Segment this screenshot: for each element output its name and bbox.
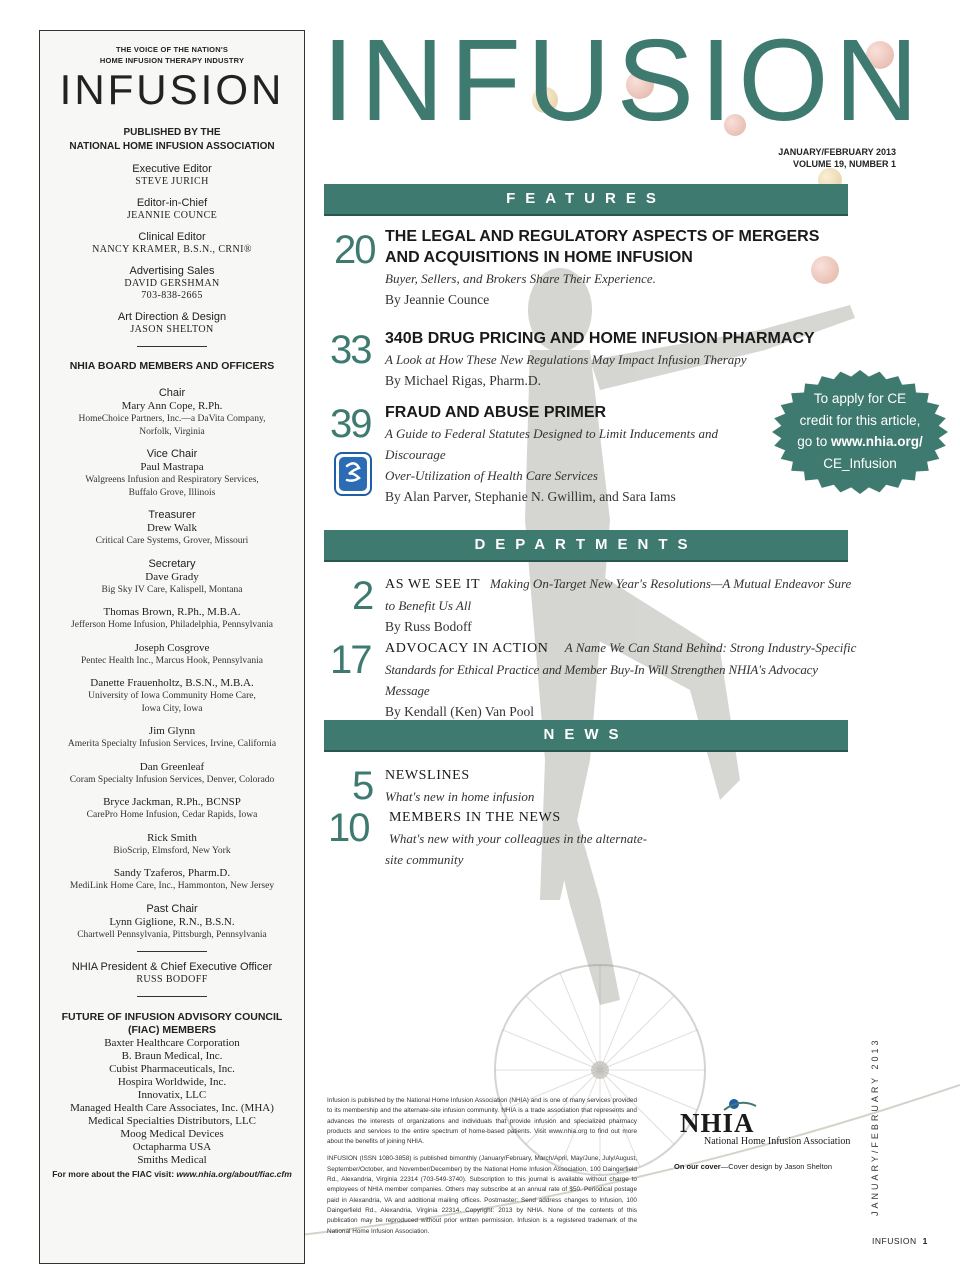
board-member [40,867,304,893]
fiac-member: Baxter Healthcare Corporation [104,1037,240,1049]
board-role: Vice Chair [146,448,198,460]
staff-name: DAVID GERSHMAN [124,278,220,289]
board-affiliation: Buffalo Grove, Illinois [128,487,216,498]
fiac-footer-label: For more about the FIAC visit: [52,1169,177,1179]
divider [137,346,207,347]
fiac-member-list [40,1037,304,1167]
vertical-issue-date: JANUARY/FEBRUARY 2013 [870,1037,880,1216]
fiac-heading-line-1: FUTURE OF INFUSION ADVISORY COUNCIL [61,1011,283,1023]
feature-subtitle: Buyer, Sellers, and Brokers Share Their Experience. [385,271,656,286]
publisher-line-2: NATIONAL HOME INFUSION ASSOCIATION [69,141,275,152]
board-member [40,448,304,499]
board-member [40,642,304,668]
publisher-line-1: PUBLISHED BY THE [123,127,221,138]
board-affiliation: Amerita Specialty Infusion Services, Irvine, California [67,739,277,749]
board-member [40,387,304,438]
board-member [40,832,304,858]
board-name: Dan Greenleaf [139,760,205,773]
staff-entry [40,311,304,336]
staff-name: NANCY KRAMER, B.S.N., CRNI® [92,244,252,255]
fiac-member: B. Braun Medical, Inc. [121,1050,223,1062]
masthead-sidebar [39,30,305,1264]
feature-page-number: 33 [330,328,371,372]
ce-line [788,431,932,453]
staff-name: STEVE JURICH [135,176,209,187]
board-name: Paul Mastrapa [140,461,204,473]
feature-byline: By Alan Parver, Stephanie N. Gwillim, and Sara Iams [385,489,676,504]
news-entry[interactable] [385,807,689,870]
department-page-number: 17 [330,638,371,682]
news-subtitle: What's new in home infusion [385,789,535,804]
board-name: Thomas Brown, R.Ph., M.B.A. [103,606,241,618]
tagline-line-1: THE VOICE OF THE NATION'S [115,45,229,54]
fiac-member: Managed Health Care Associates, Inc. (MHA) [70,1102,274,1114]
board-member [40,903,304,942]
issue-date: JANUARY/FEBRUARY 2013 [778,147,896,157]
board-role: Secretary [148,557,196,570]
board-affiliation: University of Iowa Community Home Care, [88,691,256,701]
board-affiliation: Jefferson Home Infusion, Philadelphia, Pennsylvania [71,620,273,630]
board-name: Mary Ann Cope, R.Ph. [121,400,223,412]
board-affiliation: Chartwell Pennsylvania, Pittsburgh, Pennsylvania [77,929,267,940]
feature-page-number: 20 [334,228,375,272]
folio-title: INFUSION [872,1236,917,1246]
board-affiliation: Critical Care Systems, Grover, Missouri [95,536,249,546]
staff-name: 703-838-2665 [141,290,203,301]
staff-role: Advertising Sales [129,265,215,277]
fiac-footer [40,1168,304,1180]
staff-entry [40,231,304,256]
ce-line: credit for this article, [799,412,921,428]
fiac-member: Cubist Pharmaceuticals, Inc. [109,1063,235,1075]
board-affiliation: Pentec Health Inc., Marcus Hook, Pennsylvania [80,655,264,666]
fiac-heading-line-2: (FIAC) MEMBERS [127,1024,217,1036]
ce-url[interactable]: www.nhia.org/ [831,434,923,449]
board-affiliation: Iowa City, Iowa [141,703,203,714]
feature-title-line: AND ACQUISITIONS IN HOME INFUSION [385,249,693,266]
masthead-tagline [40,44,304,66]
fiac-footer-link[interactable]: www.nhia.org/about/fiac.cfm [176,1169,292,1179]
issue-info [778,146,896,170]
ce-line: To apply for CE [813,391,907,406]
board-member [40,509,304,548]
board-name: Jim Glynn [148,725,196,737]
president-block [40,961,304,986]
feature-entry[interactable] [385,226,855,310]
features-section-bar: FEATURES [324,184,848,216]
department-line [385,637,860,659]
news-entry[interactable] [385,765,685,807]
feature-byline: By Michael Rigas, Pharm.D. [385,373,541,388]
board-affiliation: BioScrip, Elmsford, New York [113,845,231,856]
publication-info [327,1096,637,1244]
fiac-member: Medical Specialties Distributors, LLC [87,1115,257,1127]
president-role: NHIA President & Chief Executive Officer [71,961,273,973]
board-affiliation: Big Sky IV Care, Kalispell, Montana [101,584,243,595]
fiac-member: Moog Medical Devices [120,1128,224,1140]
board-affiliation: CarePro Home Infusion, Cedar Rapids, Iowa [86,810,258,820]
board-name: Danette Frauenholtz, B.S.N., M.B.A. [90,677,254,689]
board-role: Treasurer [148,509,196,521]
staff-role: Clinical Editor [138,231,206,243]
board-name: Joseph Cosgrove [134,641,210,654]
feature-subtitle: Over-Utilization of Health Care Services [385,468,598,483]
department-subtitle: to Benefit Us All [385,598,472,613]
department-byline: By Kendall (Ken) Van Pool [385,704,534,719]
departments-section-bar: DEPARTMENTS [324,530,848,562]
fiac-member: Smiths Medical [137,1154,207,1166]
ce-credit-text[interactable] [788,388,932,474]
board-member [40,677,304,715]
feature-title [385,226,855,268]
news-title: MEMBERS IN THE NEWS [389,810,561,825]
department-title: AS WE SEE IT [385,577,481,592]
feature-title: 340B DRUG PRICING AND HOME INFUSION PHARMACY [385,330,815,347]
news-section-bar: NEWS [324,720,848,752]
board-member [40,725,304,751]
news-page-number: 5 [352,764,373,808]
fiac-member: Hospira Worldwide, Inc. [117,1076,227,1088]
ce-url-prefix: go to [797,434,831,449]
board-affiliation: Norfolk, Virginia [139,426,205,437]
board-member [40,796,304,822]
staff-list [40,163,304,336]
feature-page-number: 39 [330,402,371,446]
board-role: Past Chair [146,902,198,915]
department-page-number: 2 [352,574,373,618]
president-name: RUSS BODOFF [136,974,208,985]
masthead-logo: INFUSION [59,66,285,113]
feature-byline: By Jeannie Counce [385,292,490,307]
ce-line: CE_Infusion [823,455,897,471]
nhia-full-name: National Home Infusion Association [704,1136,851,1147]
board-affiliation: Coram Specialty Infusion Services, Denver, Colorado [69,774,275,785]
folio [872,1236,928,1246]
board-role: Chair [158,387,186,399]
staff-role: Executive Editor [132,163,212,175]
feature-subtitle: A Guide to Federal Statutes Designed to Limit Inducements and Discourage [385,426,719,462]
department-byline: By Russ Bodoff [385,619,472,634]
department-line [385,573,855,595]
nhia-wordmark: NHIA [680,1108,755,1138]
feature-title: FRAUD AND ABUSE PRIMER [385,404,607,421]
board-list [40,387,304,941]
board-affiliation: Walgreens Infusion and Respiratory Services, [85,475,259,485]
department-subtitle: A Name We Can Stand Behind: Strong Industry-Specific [564,640,857,655]
news-page-number: 10 [328,806,369,850]
staff-name: JASON SHELTON [130,324,214,335]
board-member [40,558,304,597]
news-subtitle: What's new with your colleagues in the alternate- [389,831,648,846]
feature-subtitle: A Look at How These New Regulations May Impact Infusion Therapy [385,352,747,367]
publisher-line [40,126,304,154]
issue-volume: VOLUME 19, NUMBER 1 [792,159,896,169]
fiac-member: Innovatix, LLC [137,1089,207,1101]
staff-role: Art Direction & Design [117,311,227,323]
tagline-line-2: HOME INFUSION THERAPY INDUSTRY [99,56,245,65]
staff-entry [40,265,304,302]
publication-info-para: INFUSION (ISSN 1080-3858) is published bimonthly (January/February, March/April, May/June, July/August, September/October, and November/December) by the National Home Infusion Association, 100 Daingerfield Rd., Alexandria, Virginia 22314 (703-549-3740). Subscription to this journal is available without charge to employees of NHIA member companies. Others may subscribe at an annual rate of $50. Periodical postage paid in Alexandria, VA and additional mailing offices. Postmaster: Send address changes to Infusion, 100 Daingerfield Rd., Alexandria, Virginia 22314. Copyright: 2013 by NHIA. None of the contents of this publication may be reproduced without prior written permission. Infusion is a registered trademark of the National Home Infusion Association. [327,1155,637,1235]
department-subtitle: Standards for Ethical Practice and Member Buy-In Will Strengthen NHIA's Advocacy Message [385,662,818,698]
news-subtitle: site community [385,852,464,867]
fiac-member: Octapharma USA [132,1141,212,1153]
feature-entry[interactable] [385,402,775,507]
publication-info-para: Infusion is published by the National Home Infusion Association (NHIA) and is one of many services provided to its membership and the alternate-site infusion community. NHIA is a trade association that represents and advances the interests of organizations and individuals that provide infusion and specialized pharmacy products and services to the entire spectrum of home-based patients. Visit www.nhia.org to find out more about the benefits of joining NHIA. [327,1097,637,1146]
board-member [40,761,304,787]
cover-credit-text: —Cover design by Jason Shelton [720,1162,833,1171]
ce-credit-icon [334,452,372,496]
staff-name: JEANNIE COUNCE [126,210,218,221]
divider [137,996,207,997]
board-affiliation: HomeChoice Partners, Inc.—a DaVita Company, [78,414,266,424]
board-name: Lynn Giglione, R.N., B.S.N. [109,915,235,928]
magazine-title: INFUSION [322,15,925,145]
department-subtitle: Making On-Target New Year's Resolutions—A Mutual Endeavor Sure [489,576,852,591]
staff-entry [40,197,304,222]
department-entry[interactable] [385,573,855,637]
board-heading: NHIA BOARD MEMBERS AND OFFICERS [69,360,275,372]
page-number: 1 [922,1236,928,1246]
fiac-heading [40,1011,304,1037]
staff-entry [40,163,304,188]
board-affiliation: MediLink Home Care, Inc., Hammonton, New Jersey [69,881,275,891]
board-member [40,606,304,632]
divider [137,951,207,952]
staff-role: Editor-in-Chief [136,197,208,209]
board-name: Sandy Tzaferos, Pharm.D. [113,867,231,879]
feature-title-line: THE LEGAL AND REGULATORY ASPECTS OF MERGERS [385,228,820,245]
cover-credit-label: On our cover [674,1162,721,1171]
board-name: Bryce Jackman, R.Ph., BCNSP [103,796,241,808]
board-name: Dave Grady [145,570,199,583]
department-title: ADVOCACY IN ACTION [385,641,549,656]
news-title: NEWSLINES [385,768,470,783]
board-name: Drew Walk [147,522,197,534]
department-entry[interactable] [385,637,860,722]
cover-credit [674,1162,832,1171]
board-name: Rick Smith [147,831,197,844]
